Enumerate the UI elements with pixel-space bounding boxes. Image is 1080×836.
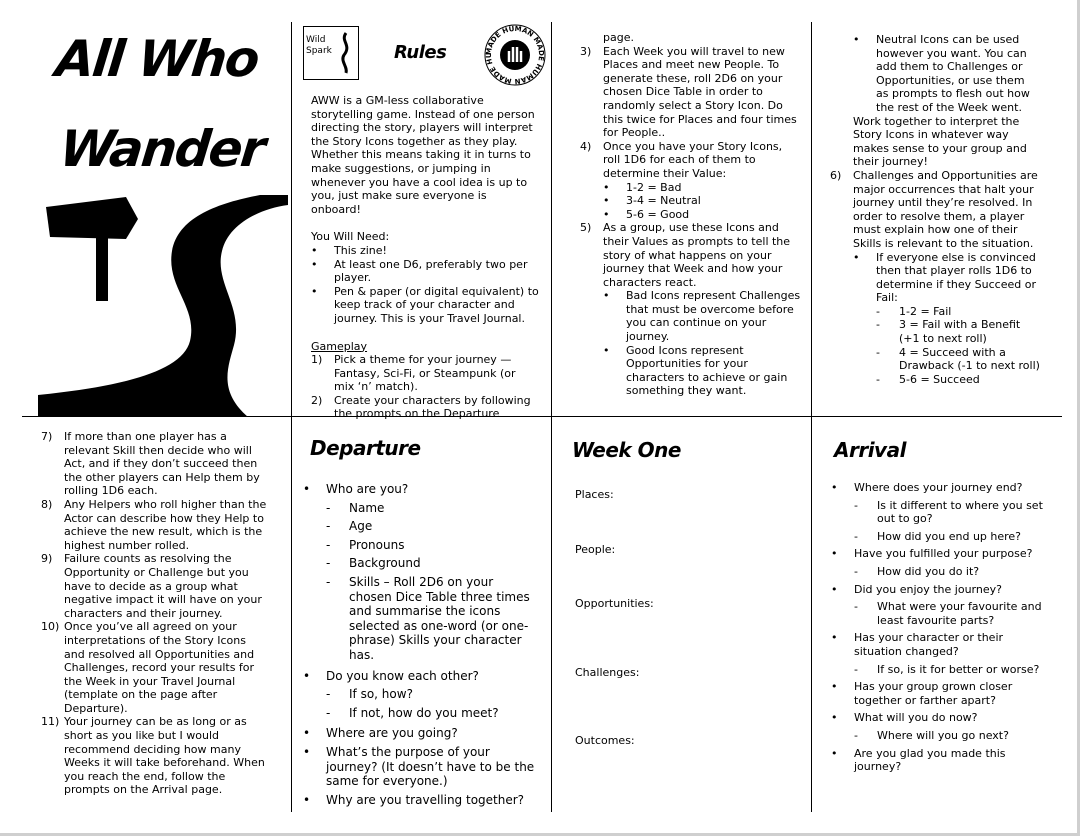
- work-together-text: Work together to interpret the Story Icons in whatever way makes sense to your group and their journey!: [853, 114, 1027, 169]
- step6-sub: [853, 251, 1040, 387]
- people-field: People:: [575, 543, 616, 556]
- steps-list: [580, 45, 802, 398]
- list-item: • Bad Icons represent Challenges that must be overcome before you can continue on your journey.: [603, 289, 802, 343]
- departure-questions: [303, 482, 539, 807]
- challenges-field: Challenges:: [575, 666, 640, 679]
- list-item: • Has your group grown closer together or farther apart?: [831, 680, 1043, 707]
- cover-title-line1: All Who: [52, 30, 261, 88]
- need-heading: You Will Need:: [311, 230, 390, 244]
- list-item: • Where does your journey end? - Is it different to where you set out to go? - How did you end up here?: [831, 481, 1043, 543]
- rules-panel-2: [580, 31, 802, 398]
- week-one-heading: Week One: [572, 438, 681, 462]
- gameplay-steps: [311, 353, 539, 421]
- made-human-badge: [484, 24, 546, 86]
- list-item: - 4 = Succeed with a Drawback (-1 to next roll): [876, 346, 1040, 373]
- continued-text: page.: [603, 31, 634, 44]
- arrival-q2-sub: [854, 565, 1043, 579]
- list-item: • This zine!: [311, 244, 539, 258]
- list-item: - Where will you go next?: [854, 729, 1043, 743]
- list-item: - If so, is it for better or worse?: [854, 663, 1043, 677]
- list-item: • Who are you? - Name - Age - Pronouns - Background - Skills – Roll 2D6 on your chosen Dice Table three times and summarise the icons selected as one-word (or one-phrase) Skills your character has.: [303, 482, 539, 663]
- list-item: • Has your character or their situation changed? - If so, is it for better or worse?: [831, 631, 1043, 676]
- arrival-q4-sub: [854, 663, 1043, 677]
- list-item: 6) Challenges and Opportunities are major occurrences that halt your journey until they’re resolved. In order to resolve them, a player must explain how one of their Skills is relevant to the situation. • If everyone else is convinced then that player rolls 1D6 to determine if they Succeed or Fail: - 1-2 = Fail - 3 = Fail with a Benefit (+1 to next roll) - 4 = Succeed with a Drawback (-1 to next roll) - 5-6 = Succeed: [830, 169, 1040, 387]
- divider-v2: [551, 22, 552, 812]
- list-item: - Skills – Roll 2D6 on your chosen Dice Table three times and summarise the icons selected as one-word (or one-phrase) Skills your character has.: [326, 575, 539, 663]
- list-item: 9) Failure counts as resolving the Opportunity or Challenge but you have to decide as a group what negative impact it will have on your characters and their journey.: [41, 552, 262, 620]
- list-item: 4) Once you have your Story Icons, roll 1D6 for each of them to determine their Value: • 1-2 = Bad • 3-4 = Neutral • 5-6 = Good: [580, 140, 802, 222]
- list-item: • Are you glad you made this journey?: [831, 747, 1043, 774]
- rules-panel-3: [830, 33, 1040, 386]
- list-item: • Have you fulfilled your purpose? - How did you do it?: [831, 547, 1043, 578]
- list-item: - 3 = Fail with a Benefit (+1 to next roll): [876, 318, 1040, 345]
- q1-sub: [326, 501, 539, 663]
- list-item: • What will you do now? - Where will you go next?: [831, 711, 1043, 742]
- list-item: • If everyone else is convinced then that player rolls 1D6 to determine if they Succeed or Fail: - 1-2 = Fail - 3 = Fail with a Benefit (+1 to next roll) - 4 = Succeed with a Drawback (-1 to next roll) - 5-6 = Succeed: [853, 251, 1040, 387]
- list-item: • Did you enjoy the journey? - What were your favourite and least favourite parts?: [831, 583, 1043, 628]
- list-item: • Where are you going?: [303, 726, 539, 741]
- list-item: 10) Once you’ve all agreed on your interpretations of the Story Icons and resolved all Opportunities and Challenges, record your results for the Week in your Travel Journal (template on the page after Departure).: [41, 620, 255, 715]
- departure-heading: Departure: [310, 436, 421, 460]
- rules-panel-4: [41, 430, 267, 797]
- list-item: - Age: [326, 519, 539, 534]
- list-item: • Do you know each other? - If so, how? - If not, how do you meet?: [303, 669, 539, 721]
- gameplay-heading: Gameplay: [311, 339, 368, 353]
- outcomes-field: Outcomes:: [575, 734, 635, 747]
- neutral-list: [830, 33, 1040, 115]
- list-item: - How did you do it?: [854, 565, 1043, 579]
- list-item: 5) As a group, use these Icons and their Values as prompts to tell the story of what happens on your journey that Week and how your characters react. • Bad Icons represent Challenges that must be overcome before you can continue on your journey. • Good Icons represent Opportunities for your characters to achieve or gain something they want.: [580, 221, 802, 398]
- cover-title-line2: Wander: [56, 120, 267, 178]
- list-item: 2) Create your characters by following the prompts on the Departure: [311, 393, 531, 421]
- list-item: - Background: [326, 556, 539, 571]
- rules-intro: AWW is a GM-less collaborative storytelling game. Instead of one person directing the story, players will interpret the Story Icons together as they play. Whether this means taking it in turns to make suggestions, or jumping in whenever you have a cool idea is up to you, just make sure everyone is onboard!: [311, 94, 535, 216]
- wild-spark-logo: [303, 26, 359, 80]
- list-item: • Neutral Icons can be used however you want. You can add them to Challenges or Opportunities, or use them as prompts to flesh out how the rest of the Week went.: [853, 33, 1040, 115]
- list-item: - Is it different to where you set out to go?: [854, 499, 1043, 526]
- list-item: 3) Each Week you will travel to new Places and meet new People. To generate these, roll 2D6 on your chosen Dice Table in order to randomly select a Story Icon. Do this twice for Places and four times for People..: [580, 44, 797, 140]
- arrival-q1-sub: [854, 499, 1043, 544]
- list-item: - What were your favourite and least favourite parts?: [854, 600, 1043, 627]
- list-item: • Why are you travelling together?: [303, 793, 539, 808]
- list-item: - 1-2 = Fail: [876, 305, 1040, 319]
- arrival-q6-sub: [854, 729, 1043, 743]
- list-item: - How did you end up here?: [854, 530, 1043, 544]
- q2-sub: [326, 687, 539, 720]
- places-field: Places:: [575, 488, 614, 501]
- road-illustration: [38, 195, 288, 417]
- list-item: 11) Your journey can be as long or as short as you like but I would recommend deciding how many Weeks it will take beforehand. When you reach the end, follow the prompts on the Arrival page.: [41, 715, 265, 797]
- list-item: 1) Pick a theme for your journey — Fantasy, Sci-Fi, or Steampunk (or mix ‘n’ match).: [311, 353, 516, 394]
- steps-list-2: [41, 430, 267, 797]
- outcome-list: [876, 305, 1040, 387]
- need-list: [311, 244, 539, 326]
- list-item: 8) Any Helpers who roll higher than the Actor can describe how they Help to achieve the new result, which is the highest number rolled.: [41, 497, 267, 552]
- list-item: • 1-2 = Bad: [603, 181, 802, 195]
- divider-v1: [291, 22, 292, 812]
- list-item: - 5-6 = Succeed: [876, 373, 1040, 387]
- list-item: - If not, how do you meet?: [326, 706, 539, 721]
- list-item: • At least one D6, preferably two per player.: [311, 258, 539, 285]
- list-item: • 3-4 = Neutral: [603, 194, 802, 208]
- logo-left-text: Wild Spark: [306, 35, 332, 56]
- list-item: 7) If more than one player has a relevant Skill then decide who will Act, and if they don’t succeed then the other players can Help them by rolling 1D6 each.: [41, 430, 260, 498]
- list-item: • 5-6 = Good: [603, 208, 802, 222]
- opportunities-field: Opportunities:: [575, 597, 654, 610]
- rules-heading: Rules: [394, 42, 447, 63]
- list-item: • What’s the purpose of your journey? (It doesn’t have to be the same for everyone.): [303, 745, 539, 789]
- list-item: • Good Icons represent Opportunities for your characters to achieve or gain something they want.: [603, 344, 802, 398]
- list-item: • Pen & paper (or digital equivalent) to keep track of your character and journey. This is your Travel Journal.: [311, 285, 539, 326]
- list-item: - Pronouns: [326, 538, 539, 553]
- value-list: [603, 181, 802, 222]
- arrival-q3-sub: [854, 600, 1043, 627]
- list-item: - Name: [326, 501, 539, 516]
- badge-text: MADE HUMAN MADE HUMAN MADE HU: [484, 24, 546, 86]
- list-item: - If so, how?: [326, 687, 539, 702]
- arrival-heading: Arrival: [834, 438, 906, 462]
- arrival-questions: [831, 481, 1043, 774]
- divider-v3: [811, 22, 812, 812]
- icon-types-list: [603, 289, 802, 398]
- step6-list: [830, 169, 1040, 387]
